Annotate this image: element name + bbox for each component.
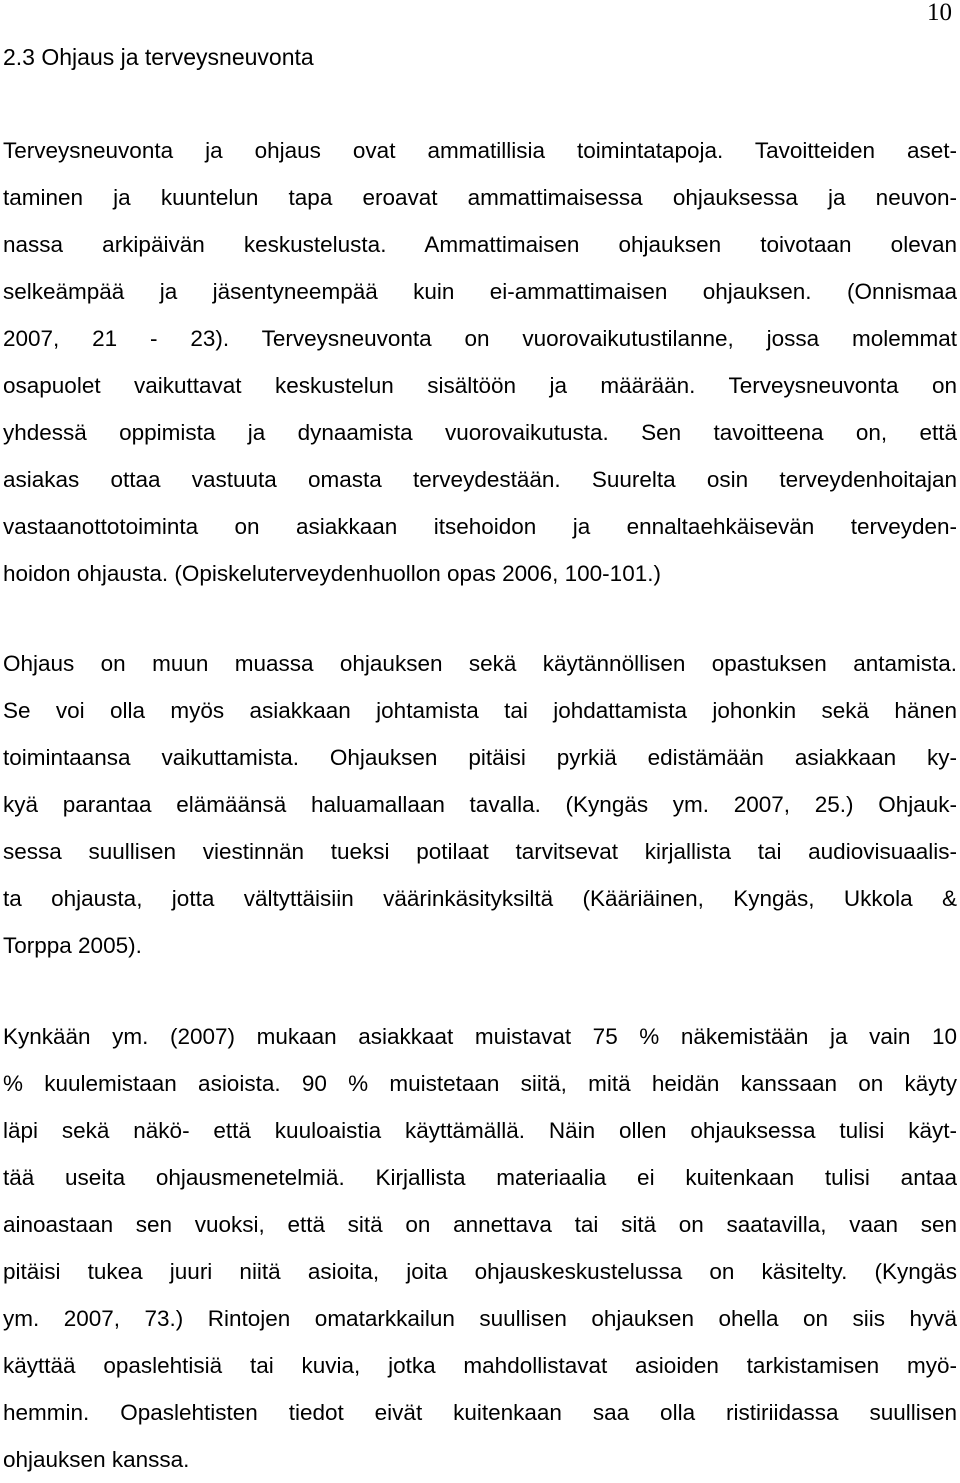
text-line: ta ohjausta, jotta vältyttäisiin väärinkäsityksiltä (Kääriäinen, Kyngäs, Ukkola & — [3, 886, 957, 911]
text-line: asiakas ottaa vastuuta omasta terveydestään. Suurelta osin terveydenhoitajan — [3, 467, 957, 492]
text-line: ohjauksen kanssa. — [3, 1447, 190, 1472]
text-line: hemmin. Opaslehtisten tiedot eivät kuitenkaan saa olla ristiriidassa suullisen — [3, 1400, 957, 1425]
text-line: nassa arkipäivän keskustelusta. Ammattimaisen ohjauksen toivotaan olevan — [3, 232, 957, 257]
paragraph-3 — [3, 1013, 957, 1483]
text-line: hoidon ohjausta. (Opiskeluterveydenhuollon opas 2006, 100-101.) — [3, 561, 661, 586]
text-line: yhdessä oppimista ja dynaamista vuorovaikutusta. Sen tavoitteena on, että — [3, 420, 957, 445]
text-line: Ohjaus on muun muassa ohjauksen sekä käytännöllisen opastuksen antamista. — [3, 651, 957, 676]
text-line: Se voi olla myös asiakkaan johtamista tai johdattamista johonkin sekä hänen — [3, 698, 957, 723]
text-line: Torppa 2005). — [3, 933, 142, 958]
text-line: sessa suullisen viestinnän tueksi potilaat tarvitsevat kirjallista tai audiovisuaalis- — [3, 839, 957, 864]
text-line: vastaanottotoiminta on asiakkaan itsehoidon ja ennaltaehkäisevän terveyden- — [3, 514, 957, 539]
paragraph-2 — [3, 640, 957, 969]
text-line: ym. 2007, 73.) Rintojen omatarkkailun suullisen ohjauksen ohella on siis hyvä — [3, 1306, 957, 1331]
page-number: 10 — [927, 0, 952, 26]
text-line: ainoastaan sen vuoksi, että sitä on annettava tai sitä on saatavilla, vaan sen — [3, 1212, 957, 1237]
section-heading: 2.3 Ohjaus ja terveysneuvonta — [3, 44, 314, 70]
text-line: taminen ja kuuntelun tapa eroavat ammattimaisessa ohjauksessa ja neuvon- — [3, 185, 957, 210]
text-line: osapuolet vaikuttavat keskustelun sisältöön ja määrään. Terveysneuvonta on — [3, 373, 957, 398]
text-line: kyä parantaa elämäänsä haluamallaan tavalla. (Kyngäs ym. 2007, 25.) Ohjauk- — [3, 792, 957, 817]
text-line: pitäisi tukea juuri niitä asioita, joita ohjauskeskustelussa on käsitelty. (Kyngäs — [3, 1259, 957, 1284]
paragraph-1 — [3, 127, 957, 597]
text-line: tää useita ohjausmenetelmiä. Kirjallista materiaalia ei kuitenkaan tulisi antaa — [3, 1165, 957, 1190]
text-line: selkeämpää ja jäsentyneempää kuin ei-ammattimaisen ohjauksen. (Onnismaa — [3, 279, 957, 304]
text-line: % kuulemistaan asioista. 90 % muistetaan siitä, mitä heidän kanssaan on käyty — [3, 1071, 957, 1096]
text-line: käyttää opaslehtisiä tai kuvia, jotka mahdollistavat asioiden tarkistamisen myö- — [3, 1353, 957, 1378]
text-line: 2007, 21 - 23). Terveysneuvonta on vuorovaikutustilanne, jossa molemmat — [3, 326, 957, 351]
text-line: toimintaansa vaikuttamista. Ohjauksen pitäisi pyrkiä edistämään asiakkaan ky- — [3, 745, 957, 770]
text-line: Terveysneuvonta ja ohjaus ovat ammatillisia toimintatapoja. Tavoitteiden aset- — [3, 138, 957, 163]
text-line: Kynkään ym. (2007) mukaan asiakkaat muistavat 75 % näkemistään ja vain 10 — [3, 1024, 957, 1049]
text-line: läpi sekä näkö- että kuuloaistia käyttämällä. Näin ollen ohjauksessa tulisi käyt- — [3, 1118, 957, 1143]
